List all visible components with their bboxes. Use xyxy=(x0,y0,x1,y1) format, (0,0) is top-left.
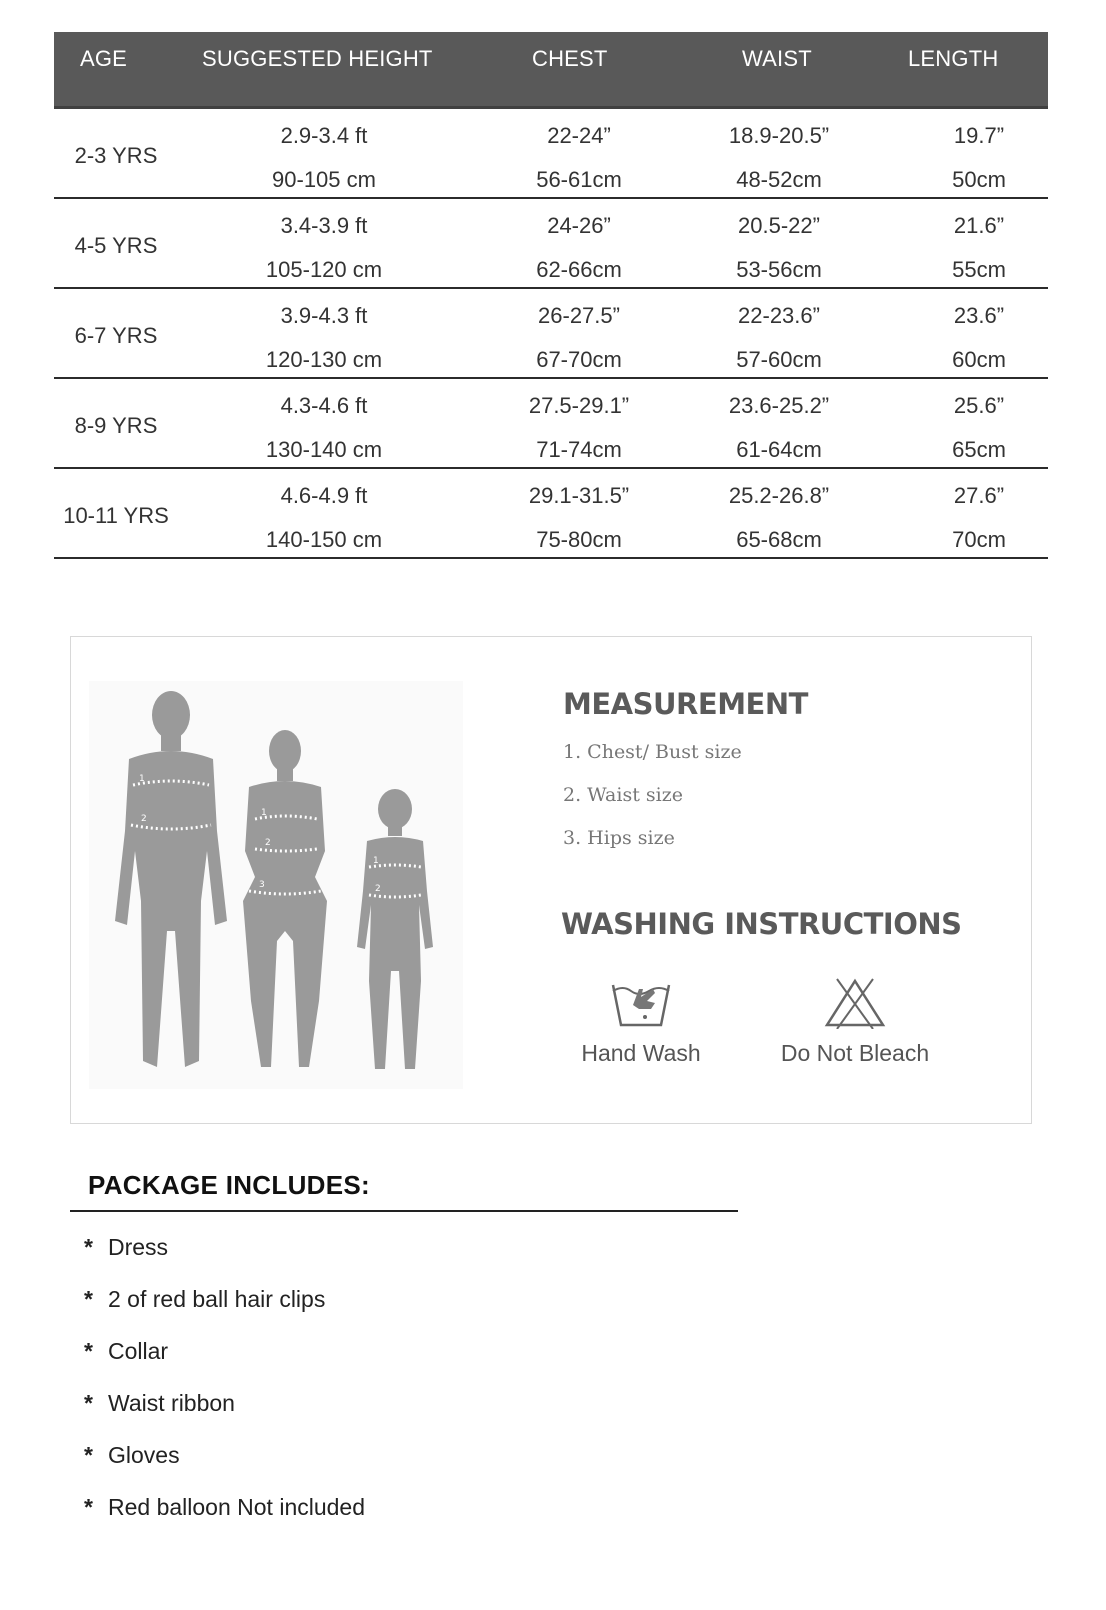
hand-wash-icon xyxy=(609,977,673,1029)
bullet-icon: * xyxy=(84,1234,93,1260)
table-row xyxy=(54,379,1048,469)
list-item: 2. Waist size xyxy=(563,784,683,806)
waist-cm-cell: 48-52cm xyxy=(736,167,822,192)
figure-mark-bust: 1 xyxy=(261,808,267,818)
list-item: 1. Chest/ Bust size xyxy=(563,741,742,763)
header-length: LENGTH xyxy=(908,46,999,71)
length-cm-cell: 65cm xyxy=(952,437,1006,462)
length-cm-cell: 70cm xyxy=(952,527,1006,552)
measurement-list xyxy=(563,741,742,870)
height-ft-cell: 4.6-4.9 ft xyxy=(280,483,368,508)
age-cell: 2-3 YRS xyxy=(74,143,158,168)
chest-cm-cell: 71-74cm xyxy=(536,437,622,462)
length-cm-cell: 50cm xyxy=(952,167,1006,192)
waist-in-cell: 25.2-26.8” xyxy=(728,483,830,508)
package-item-label: Collar xyxy=(108,1338,169,1364)
list-item xyxy=(84,1336,365,1388)
length-in-cell: 23.6” xyxy=(953,303,1005,328)
age-cell: 4-5 YRS xyxy=(74,233,158,258)
height-ft-cell: 4.3-4.6 ft xyxy=(280,393,368,418)
list-item xyxy=(84,1284,365,1336)
height-ft-cell: 3.9-4.3 ft xyxy=(280,303,368,328)
do-not-bleach-label: Do Not Bleach xyxy=(780,1040,930,1066)
table-row xyxy=(54,469,1048,559)
figure-mark-chest: 1 xyxy=(139,774,145,784)
height-cm-cell: 90-105 cm xyxy=(272,167,376,192)
chest-cm-cell: 56-61cm xyxy=(536,167,622,192)
washing-instructions-title: WASHING INSTRUCTIONS xyxy=(561,907,962,941)
header-age: AGE xyxy=(80,46,128,71)
size-chart-table xyxy=(54,32,1048,559)
chest-in-cell: 27.5-29.1” xyxy=(528,393,630,418)
length-cm-cell: 60cm xyxy=(952,347,1006,372)
do-not-bleach-icon xyxy=(823,977,887,1029)
list-item: 3. Hips size xyxy=(563,827,675,849)
bullet-icon: * xyxy=(84,1494,93,1520)
package-divider xyxy=(70,1210,738,1212)
package-item-label: Dress xyxy=(108,1234,169,1260)
hand-wash-label: Hand Wash xyxy=(581,1040,701,1066)
waist-cm-cell: 53-56cm xyxy=(736,257,822,282)
length-in-cell: 19.7” xyxy=(953,123,1005,148)
table-header xyxy=(54,32,1048,109)
package-includes-title: PACKAGE INCLUDES: xyxy=(88,1170,370,1200)
chest-cm-cell: 75-80cm xyxy=(536,527,622,552)
list-item xyxy=(84,1388,365,1440)
table-row xyxy=(54,109,1048,199)
length-cm-cell: 55cm xyxy=(952,257,1006,282)
header-waist: WAIST xyxy=(742,46,812,71)
bullet-icon: * xyxy=(84,1390,93,1416)
chest-cm-cell: 67-70cm xyxy=(536,347,622,372)
chest-in-cell: 24-26” xyxy=(547,213,611,238)
length-in-cell: 21.6” xyxy=(953,213,1005,238)
waist-in-cell: 23.6-25.2” xyxy=(728,393,830,418)
figure-mark-waist: 2 xyxy=(141,814,147,824)
measurement-title: MEASUREMENT xyxy=(563,687,808,721)
body-silhouettes-icon xyxy=(89,681,463,1089)
header-suggested-height: SUGGESTED HEIGHT xyxy=(202,46,433,71)
waist-in-cell: 18.9-20.5” xyxy=(728,123,830,148)
waist-in-cell: 20.5-22” xyxy=(738,213,820,238)
figure-mark-waist: 2 xyxy=(265,838,271,848)
measurement-panel xyxy=(70,636,1032,1124)
hand-wash-item xyxy=(571,977,711,1067)
bullet-icon: * xyxy=(84,1286,93,1312)
package-item-label: Gloves xyxy=(108,1442,180,1468)
list-item xyxy=(84,1232,365,1284)
chest-in-cell: 26-27.5” xyxy=(538,303,620,328)
package-item-label: Red balloon Not included xyxy=(108,1494,366,1520)
package-item-label: Waist ribbon xyxy=(108,1390,235,1416)
table-row xyxy=(54,289,1048,379)
length-in-cell: 27.6” xyxy=(953,483,1005,508)
list-item xyxy=(84,1440,365,1492)
age-cell: 6-7 YRS xyxy=(74,323,158,348)
do-not-bleach-item xyxy=(765,977,945,1067)
package-list xyxy=(84,1232,365,1544)
waist-in-cell: 22-23.6” xyxy=(738,303,820,328)
header-chest: CHEST xyxy=(532,46,608,71)
height-cm-cell: 120-130 cm xyxy=(265,347,383,372)
height-cm-cell: 130-140 cm xyxy=(265,437,383,462)
body-figures-illustration xyxy=(89,681,463,1089)
chest-in-cell: 22-24” xyxy=(547,123,611,148)
waist-cm-cell: 65-68cm xyxy=(736,527,822,552)
figure-mark-chest: 1 xyxy=(373,856,379,866)
age-cell: 8-9 YRS xyxy=(74,413,158,438)
length-in-cell: 25.6” xyxy=(953,393,1005,418)
bullet-icon: * xyxy=(84,1338,93,1364)
figure-mark-waist: 2 xyxy=(375,884,381,894)
package-item-label: 2 of red ball hair clips xyxy=(108,1286,326,1312)
bullet-icon: * xyxy=(84,1442,93,1468)
chest-cm-cell: 62-66cm xyxy=(536,257,622,282)
table-row xyxy=(54,199,1048,289)
list-item xyxy=(84,1492,365,1544)
chest-in-cell: 29.1-31.5” xyxy=(528,483,630,508)
height-ft-cell: 3.4-3.9 ft xyxy=(280,213,368,238)
height-cm-cell: 105-120 cm xyxy=(265,257,383,282)
waist-cm-cell: 57-60cm xyxy=(736,347,822,372)
figure-mark-hips: 3 xyxy=(259,880,265,890)
waist-cm-cell: 61-64cm xyxy=(736,437,822,462)
height-cm-cell: 140-150 cm xyxy=(265,527,383,552)
age-cell: 10-11 YRS xyxy=(63,503,169,528)
height-ft-cell: 2.9-3.4 ft xyxy=(280,123,368,148)
